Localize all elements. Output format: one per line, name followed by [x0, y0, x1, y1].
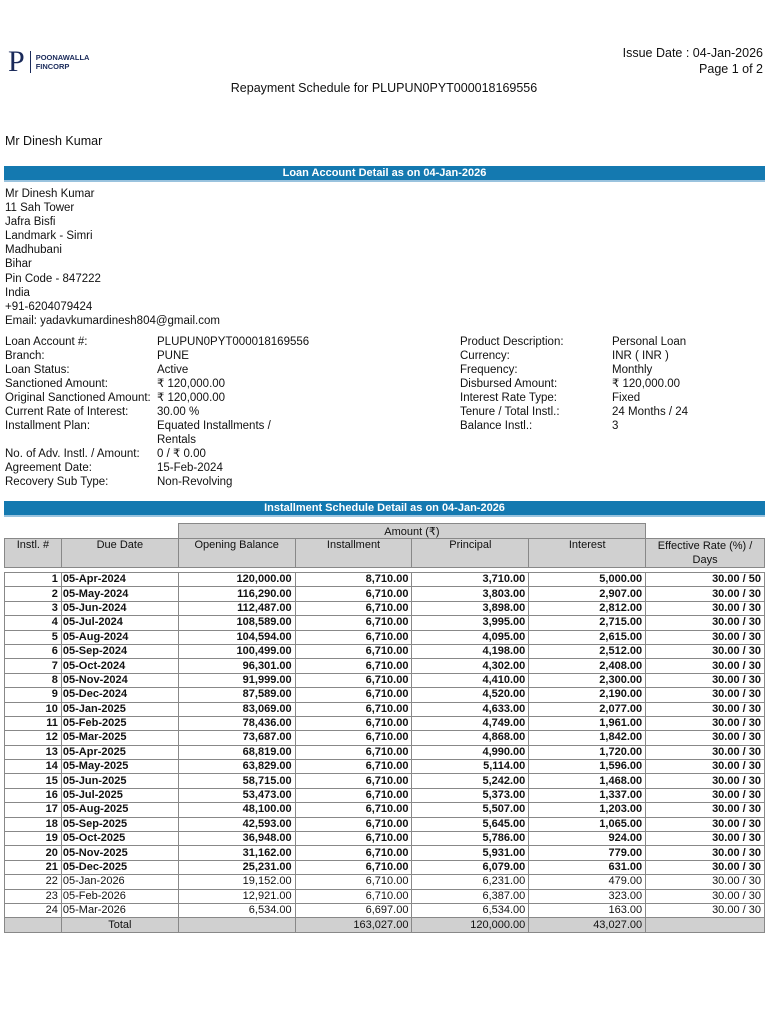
- cell-effective-rate: 30.00 / 30: [646, 860, 765, 874]
- total-interest: 43,027.00: [529, 918, 646, 932]
- cell-due-date: 05-Sep-2024: [61, 644, 178, 658]
- cell-principal: 4,410.00: [412, 673, 529, 687]
- cell-due-date: 05-Oct-2025: [61, 832, 178, 846]
- cell-interest: 2,715.00: [529, 616, 646, 630]
- total-blank: [646, 918, 765, 932]
- cell-instl-number: 17: [5, 803, 62, 817]
- table-row: [5, 673, 765, 687]
- cell-opening-balance: 87,589.00: [178, 688, 295, 702]
- table-row: [5, 889, 765, 903]
- cell-effective-rate: 30.00 / 30: [646, 616, 765, 630]
- cell-interest: 479.00: [529, 875, 646, 889]
- detail-row: [5, 433, 309, 447]
- cell-principal: 6,387.00: [412, 889, 529, 903]
- cell-effective-rate: 30.00 / 30: [646, 702, 765, 716]
- cell-instl-number: 19: [5, 832, 62, 846]
- cell-interest: 323.00: [529, 889, 646, 903]
- cell-instl-number: 11: [5, 716, 62, 730]
- cell-instl-number: 8: [5, 673, 62, 687]
- detail-row: [460, 405, 688, 419]
- header-interest: Interest: [529, 539, 646, 568]
- cell-interest: 2,812.00: [529, 601, 646, 615]
- cell-instl-number: 20: [5, 846, 62, 860]
- cell-effective-rate: 30.00 / 30: [646, 731, 765, 745]
- cell-opening-balance: 12,921.00: [178, 889, 295, 903]
- cell-instl-number: 23: [5, 889, 62, 903]
- detail-label: Frequency:: [460, 364, 518, 376]
- cell-instl-number: 15: [5, 774, 62, 788]
- cell-opening-balance: 91,999.00: [178, 673, 295, 687]
- cell-interest: 1,337.00: [529, 788, 646, 802]
- cell-effective-rate: 30.00 / 30: [646, 601, 765, 615]
- detail-value: PLUPUN0PYT000018169556: [157, 336, 310, 348]
- cell-due-date: 05-Nov-2025: [61, 846, 178, 860]
- detail-label: Product Description:: [460, 336, 564, 348]
- cell-effective-rate: 30.00 / 30: [646, 817, 765, 831]
- table-row: [5, 587, 765, 601]
- cell-due-date: 05-Dec-2024: [61, 688, 178, 702]
- table-row: [5, 774, 765, 788]
- cell-interest: 1,961.00: [529, 716, 646, 730]
- cell-interest: 1,065.00: [529, 817, 646, 831]
- schedule-body: [5, 573, 765, 933]
- header-instl: Instl. #: [5, 539, 62, 568]
- detail-value: 3: [612, 420, 619, 432]
- cell-effective-rate: 30.00 / 30: [646, 659, 765, 673]
- loan-details-left: [5, 335, 309, 489]
- cell-principal: 4,990.00: [412, 745, 529, 759]
- cell-instl-number: 14: [5, 760, 62, 774]
- cell-principal: 4,095.00: [412, 630, 529, 644]
- cell-effective-rate: 30.00 / 30: [646, 630, 765, 644]
- cell-installment: 6,710.00: [295, 630, 412, 644]
- cell-interest: 163.00: [529, 903, 646, 917]
- loan-details-right: [460, 335, 688, 433]
- cell-instl-number: 4: [5, 616, 62, 630]
- detail-value: 30.00 %: [157, 406, 200, 418]
- detail-label: Interest Rate Type:: [460, 392, 557, 404]
- cell-effective-rate: 30.00 / 30: [646, 846, 765, 860]
- cell-interest: 1,203.00: [529, 803, 646, 817]
- cell-interest: 2,300.00: [529, 673, 646, 687]
- schedule-table-wrap: [4, 523, 765, 933]
- table-row: [5, 616, 765, 630]
- cell-instl-number: 10: [5, 702, 62, 716]
- detail-label: Recovery Sub Type:: [5, 476, 109, 488]
- detail-label: Current Rate of Interest:: [5, 406, 129, 418]
- detail-row: [460, 335, 688, 349]
- detail-row: [5, 363, 309, 377]
- cell-principal: 4,198.00: [412, 644, 529, 658]
- cell-installment: 6,710.00: [295, 846, 412, 860]
- cell-effective-rate: 30.00 / 30: [646, 673, 765, 687]
- cell-installment: 8,710.00: [295, 573, 412, 587]
- detail-value: ₹ 120,000.00: [157, 392, 226, 404]
- detail-value: Fixed: [612, 392, 641, 404]
- cell-interest: 5,000.00: [529, 573, 646, 587]
- detail-row: [5, 377, 309, 391]
- cell-due-date: 05-Jan-2025: [61, 702, 178, 716]
- header-effective-rate: Effective Rate (%) / Days: [646, 539, 765, 568]
- cell-interest: 779.00: [529, 846, 646, 860]
- cell-effective-rate: 30.00 / 30: [646, 832, 765, 846]
- detail-label: Branch:: [5, 350, 45, 362]
- cell-due-date: 05-Apr-2025: [61, 745, 178, 759]
- cell-interest: 1,596.00: [529, 760, 646, 774]
- cell-installment: 6,710.00: [295, 688, 412, 702]
- cell-effective-rate: 30.00 / 30: [646, 788, 765, 802]
- cell-instl-number: 24: [5, 903, 62, 917]
- header-amount: Amount (₹): [178, 524, 645, 539]
- cell-instl-number: 13: [5, 745, 62, 759]
- cell-principal: 3,995.00: [412, 616, 529, 630]
- cell-opening-balance: 108,589.00: [178, 616, 295, 630]
- cell-effective-rate: 30.00 / 30: [646, 745, 765, 759]
- total-blank: [178, 918, 295, 932]
- cell-principal: 5,507.00: [412, 803, 529, 817]
- cell-installment: 6,710.00: [295, 601, 412, 615]
- table-row: [5, 860, 765, 874]
- customer-address: [5, 187, 220, 328]
- cell-due-date: 05-Jun-2024: [61, 601, 178, 615]
- cell-principal: 3,710.00: [412, 573, 529, 587]
- total-row: [5, 918, 765, 932]
- cell-opening-balance: 83,069.00: [178, 702, 295, 716]
- cell-opening-balance: 104,594.00: [178, 630, 295, 644]
- cell-effective-rate: 30.00 / 30: [646, 803, 765, 817]
- cell-interest: 1,720.00: [529, 745, 646, 759]
- cell-interest: 2,408.00: [529, 659, 646, 673]
- cell-instl-number: 16: [5, 788, 62, 802]
- cell-due-date: 05-Feb-2026: [61, 889, 178, 903]
- table-row: [5, 817, 765, 831]
- cell-instl-number: 21: [5, 860, 62, 874]
- cell-opening-balance: 53,473.00: [178, 788, 295, 802]
- address-line: +91-6204079424: [5, 300, 93, 313]
- cell-installment: 6,710.00: [295, 774, 412, 788]
- logo-line2: FINCORP: [35, 62, 70, 71]
- table-row: [5, 659, 765, 673]
- detail-label: Original Sanctioned Amount:: [5, 392, 151, 404]
- cell-instl-number: 7: [5, 659, 62, 673]
- detail-row: [5, 391, 309, 405]
- cell-installment: 6,710.00: [295, 817, 412, 831]
- cell-principal: 4,633.00: [412, 702, 529, 716]
- cell-principal: 4,868.00: [412, 731, 529, 745]
- cell-opening-balance: 78,436.00: [178, 716, 295, 730]
- table-row: [5, 731, 765, 745]
- detail-label: Installment Plan:: [5, 420, 91, 432]
- cell-interest: 924.00: [529, 832, 646, 846]
- header-blank-right: [646, 524, 765, 539]
- cell-interest: 1,842.00: [529, 731, 646, 745]
- cell-effective-rate: 30.00 / 30: [646, 644, 765, 658]
- cell-opening-balance: 96,301.00: [178, 659, 295, 673]
- table-row: [5, 788, 765, 802]
- cell-effective-rate: 30.00 / 30: [646, 774, 765, 788]
- table-row: [5, 832, 765, 846]
- detail-label: Currency:: [460, 350, 510, 362]
- cell-due-date: 05-Dec-2025: [61, 860, 178, 874]
- detail-row: [460, 349, 688, 363]
- detail-row: [5, 475, 309, 489]
- table-row: [5, 573, 765, 587]
- cell-due-date: 05-Jul-2025: [61, 788, 178, 802]
- cell-installment: 6,710.00: [295, 644, 412, 658]
- logo-mark: P: [8, 45, 25, 78]
- cell-principal: 4,520.00: [412, 688, 529, 702]
- cell-opening-balance: 58,715.00: [178, 774, 295, 788]
- cell-interest: 2,512.00: [529, 644, 646, 658]
- cell-installment: 6,710.00: [295, 731, 412, 745]
- cell-opening-balance: 63,829.00: [178, 760, 295, 774]
- table-row: [5, 760, 765, 774]
- cell-principal: 5,645.00: [412, 817, 529, 831]
- cell-instl-number: 6: [5, 644, 62, 658]
- cell-opening-balance: 31,162.00: [178, 846, 295, 860]
- cell-principal: 6,534.00: [412, 903, 529, 917]
- cell-interest: 631.00: [529, 860, 646, 874]
- detail-row: [5, 335, 309, 349]
- cell-due-date: 05-May-2025: [61, 760, 178, 774]
- detail-value: Monthly: [612, 364, 653, 376]
- cell-principal: 5,114.00: [412, 760, 529, 774]
- cell-installment: 6,710.00: [295, 673, 412, 687]
- cell-principal: 6,231.00: [412, 875, 529, 889]
- detail-value: 24 Months / 24: [612, 406, 689, 418]
- cell-effective-rate: 30.00 / 30: [646, 760, 765, 774]
- page-title: Repayment Schedule for PLUPUN0PYT000018169556: [230, 81, 538, 95]
- header-opening-balance: Opening Balance: [178, 539, 295, 568]
- cell-effective-rate: 30.00 / 30: [646, 716, 765, 730]
- cell-installment: 6,710.00: [295, 745, 412, 759]
- cell-installment: 6,710.00: [295, 803, 412, 817]
- table-row: [5, 803, 765, 817]
- address-line: Bihar: [5, 258, 32, 271]
- header-due-date: Due Date: [61, 539, 178, 568]
- total-principal: 120,000.00: [412, 918, 529, 932]
- cell-due-date: 05-May-2024: [61, 587, 178, 601]
- detail-row: [5, 419, 309, 433]
- cell-opening-balance: 19,152.00: [178, 875, 295, 889]
- cell-installment: 6,710.00: [295, 875, 412, 889]
- cell-principal: 5,373.00: [412, 788, 529, 802]
- schedule-table: [4, 523, 765, 933]
- cell-effective-rate: 30.00 / 30: [646, 587, 765, 601]
- logo-text: [36, 53, 90, 71]
- detail-label: Loan Account #:: [5, 336, 88, 348]
- detail-label: Sanctioned Amount:: [5, 378, 108, 390]
- cell-opening-balance: 116,290.00: [178, 587, 295, 601]
- table-row: [5, 846, 765, 860]
- cell-interest: 2,190.00: [529, 688, 646, 702]
- customer-name: Mr Dinesh Kumar: [5, 134, 103, 148]
- address-line: India: [5, 286, 30, 299]
- issue-info: [623, 45, 763, 77]
- cell-effective-rate: 30.00 / 30: [646, 875, 765, 889]
- cell-principal: 3,898.00: [412, 601, 529, 615]
- detail-row: [460, 391, 688, 405]
- cell-due-date: 05-Mar-2025: [61, 731, 178, 745]
- table-row: [5, 745, 765, 759]
- cell-due-date: 05-Jun-2025: [61, 774, 178, 788]
- detail-row: [460, 419, 688, 433]
- detail-value: Active: [157, 364, 189, 376]
- cell-installment: 6,710.00: [295, 616, 412, 630]
- detail-label: Tenure / Total Instl.:: [460, 406, 560, 418]
- detail-value: ₹ 120,000.00: [157, 378, 226, 390]
- table-row: [5, 630, 765, 644]
- detail-value: 15-Feb-2024: [157, 462, 223, 474]
- schedule-band: Installment Schedule Detail as on 04-Jan-2026: [4, 501, 765, 517]
- cell-interest: 1,468.00: [529, 774, 646, 788]
- cell-opening-balance: 42,593.00: [178, 817, 295, 831]
- cell-opening-balance: 120,000.00: [178, 573, 295, 587]
- cell-interest: 2,615.00: [529, 630, 646, 644]
- cell-instl-number: 12: [5, 731, 62, 745]
- total-label: Total: [61, 918, 178, 932]
- table-row: [5, 716, 765, 730]
- cell-opening-balance: 112,487.00: [178, 601, 295, 615]
- cell-due-date: 05-Aug-2024: [61, 630, 178, 644]
- cell-principal: 4,302.00: [412, 659, 529, 673]
- cell-interest: 2,907.00: [529, 587, 646, 601]
- cell-instl-number: 18: [5, 817, 62, 831]
- header-installment: Installment: [295, 539, 412, 568]
- detail-label: Balance Instl.:: [460, 420, 533, 432]
- cell-due-date: 05-Oct-2024: [61, 659, 178, 673]
- header-blank: [5, 524, 179, 539]
- cell-opening-balance: 48,100.00: [178, 803, 295, 817]
- total-installment: 163,027.00: [295, 918, 412, 932]
- address-line: Email: yadavkumardinesh804@gmail.com: [5, 314, 220, 327]
- cell-principal: 5,786.00: [412, 832, 529, 846]
- cell-installment: 6,710.00: [295, 716, 412, 730]
- detail-row: [460, 363, 688, 377]
- cell-due-date: 05-Jan-2026: [61, 875, 178, 889]
- cell-instl-number: 1: [5, 573, 62, 587]
- cell-due-date: 05-Feb-2025: [61, 716, 178, 730]
- cell-installment: 6,710.00: [295, 760, 412, 774]
- cell-installment: 6,710.00: [295, 702, 412, 716]
- table-row: [5, 875, 765, 889]
- page-number: Page 1 of 2: [699, 62, 763, 76]
- cell-instl-number: 5: [5, 630, 62, 644]
- detail-value: Personal Loan: [612, 336, 687, 348]
- cell-installment: 6,710.00: [295, 659, 412, 673]
- cell-instl-number: 3: [5, 601, 62, 615]
- detail-row: [460, 377, 688, 391]
- cell-opening-balance: 25,231.00: [178, 860, 295, 874]
- detail-value: Non-Revolving: [157, 476, 233, 488]
- cell-effective-rate: 30.00 / 50: [646, 573, 765, 587]
- cell-due-date: 05-Apr-2024: [61, 573, 178, 587]
- cell-opening-balance: 36,948.00: [178, 832, 295, 846]
- cell-principal: 3,803.00: [412, 587, 529, 601]
- detail-label: Agreement Date:: [5, 462, 92, 474]
- detail-row: [5, 447, 309, 461]
- detail-label: Disbursed Amount:: [460, 378, 558, 390]
- detail-value: ₹ 120,000.00: [612, 378, 681, 390]
- company-logo: [8, 45, 90, 78]
- cell-installment: 6,710.00: [295, 860, 412, 874]
- detail-value: PUNE: [157, 350, 189, 362]
- cell-installment: 6,710.00: [295, 889, 412, 903]
- detail-value: Equated Installments /: [157, 420, 271, 432]
- cell-principal: 5,931.00: [412, 846, 529, 860]
- cell-interest: 2,077.00: [529, 702, 646, 716]
- cell-instl-number: 22: [5, 875, 62, 889]
- header-principal: Principal: [412, 539, 529, 568]
- cell-principal: 4,749.00: [412, 716, 529, 730]
- address-line: 11 Sah Tower: [5, 202, 75, 215]
- address-line: Madhubani: [5, 244, 62, 257]
- issue-date: Issue Date : 04-Jan-2026: [622, 46, 763, 60]
- address-line: Pin Code - 847222: [5, 272, 101, 285]
- cell-installment: 6,697.00: [295, 903, 412, 917]
- cell-due-date: 05-Jul-2024: [61, 616, 178, 630]
- cell-principal: 5,242.00: [412, 774, 529, 788]
- cell-opening-balance: 100,499.00: [178, 644, 295, 658]
- cell-effective-rate: 30.00 / 30: [646, 903, 765, 917]
- detail-label: Loan Status:: [5, 364, 70, 376]
- detail-label: [5, 433, 157, 447]
- cell-instl-number: 2: [5, 587, 62, 601]
- cell-principal: 6,079.00: [412, 860, 529, 874]
- detail-row: [5, 349, 309, 363]
- detail-row: [5, 461, 309, 475]
- cell-opening-balance: 6,534.00: [178, 903, 295, 917]
- detail-value: INR ( INR ): [612, 350, 669, 362]
- cell-opening-balance: 68,819.00: [178, 745, 295, 759]
- cell-effective-rate: 30.00 / 30: [646, 688, 765, 702]
- table-row: [5, 903, 765, 917]
- table-row: [5, 644, 765, 658]
- address-line: Mr Dinesh Kumar: [5, 188, 95, 200]
- table-row: [5, 702, 765, 716]
- detail-value: 0 / ₹ 0.00: [157, 448, 206, 460]
- logo-divider: [30, 51, 31, 73]
- logo-line1: POONAWALLA: [35, 53, 90, 62]
- table-row: [5, 601, 765, 615]
- detail-row: [5, 405, 309, 419]
- cell-due-date: 05-Aug-2025: [61, 803, 178, 817]
- cell-due-date: 05-Mar-2026: [61, 903, 178, 917]
- cell-installment: 6,710.00: [295, 788, 412, 802]
- detail-value: Rentals: [157, 434, 196, 446]
- loan-detail-band: Loan Account Detail as on 04-Jan-2026: [4, 166, 765, 182]
- cell-effective-rate: 30.00 / 30: [646, 889, 765, 903]
- cell-installment: 6,710.00: [295, 587, 412, 601]
- address-line: Landmark - Simri: [5, 230, 93, 243]
- cell-installment: 6,710.00: [295, 832, 412, 846]
- detail-label: No. of Adv. Instl. / Amount:: [5, 448, 140, 460]
- table-row: [5, 688, 765, 702]
- total-blank: [5, 918, 62, 932]
- cell-opening-balance: 73,687.00: [178, 731, 295, 745]
- cell-due-date: 05-Sep-2025: [61, 817, 178, 831]
- cell-instl-number: 9: [5, 688, 62, 702]
- address-line: Jafra Bisfi: [5, 216, 56, 229]
- cell-due-date: 05-Nov-2024: [61, 673, 178, 687]
